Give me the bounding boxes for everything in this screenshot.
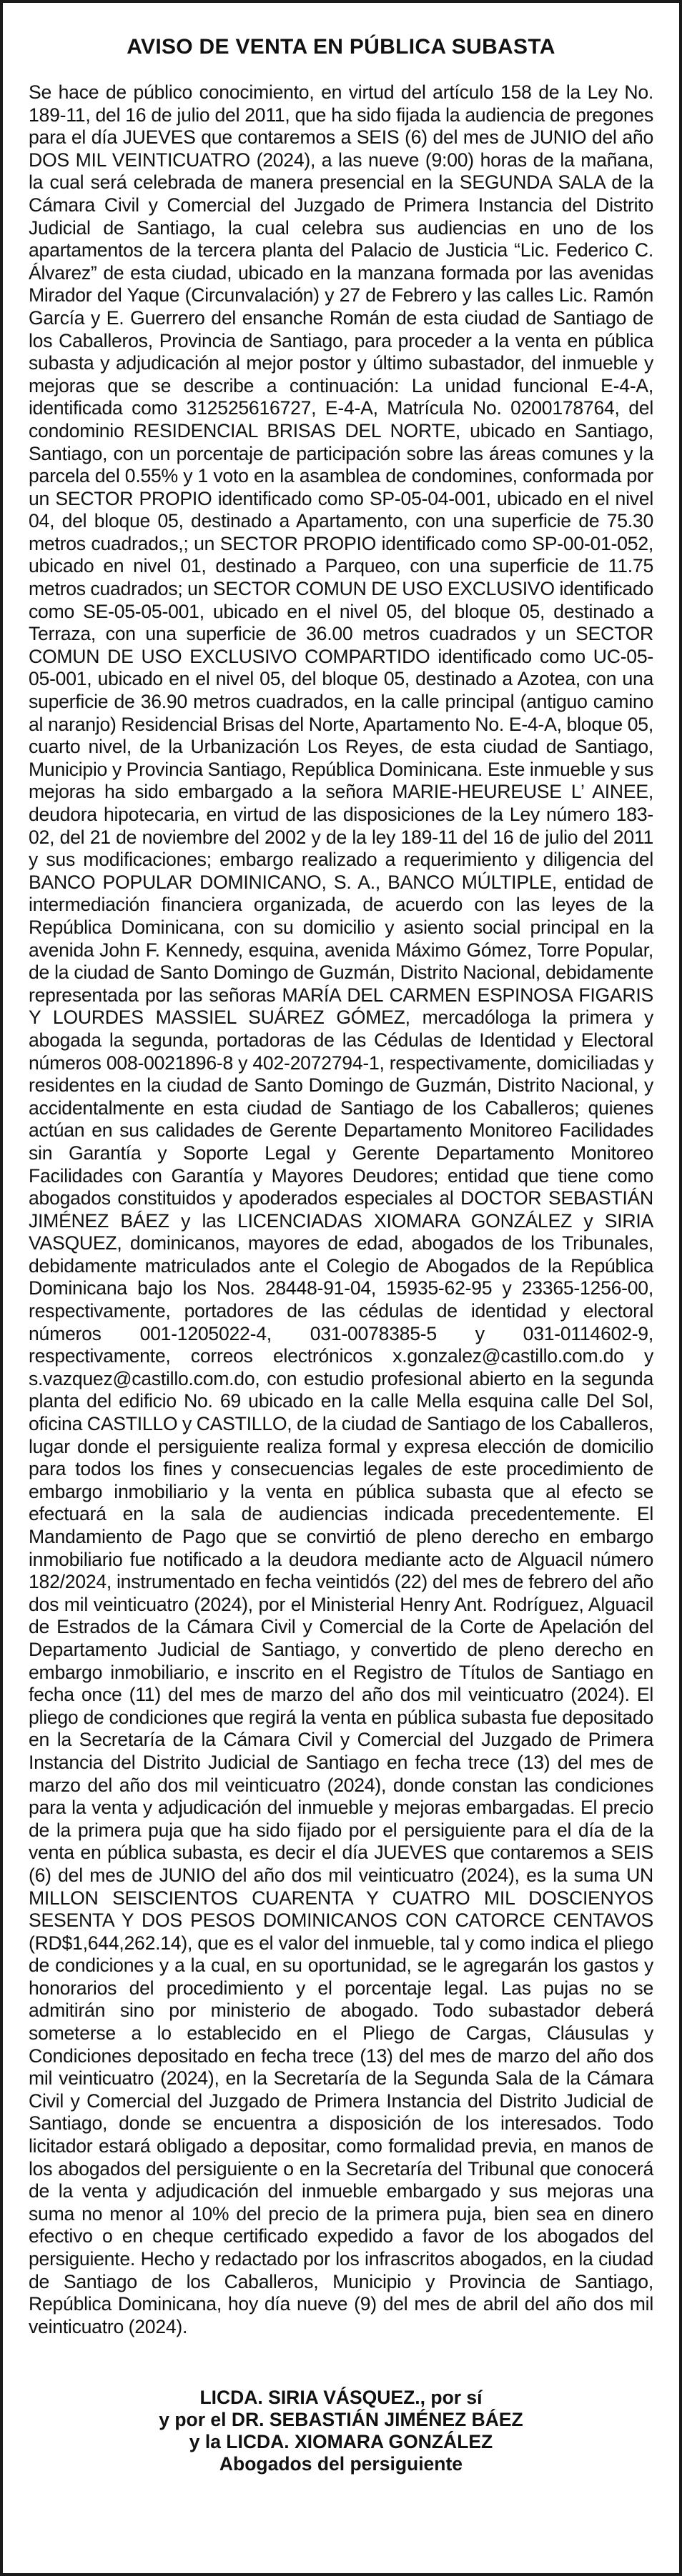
signature-block [3, 2387, 679, 2475]
signature-line-1: LICDA. SIRIA VÁSQUEZ., por sí [199, 2387, 483, 2409]
signature-line-3: y la LICDA. XIOMARA GONZÁLEZ [189, 2431, 493, 2453]
signature-line-4: Abogados del persiguiente [219, 2453, 463, 2475]
notice-body: Se hace de público conocimiento, en virtud del artículo 158 de la Ley No. 189-11, del 16 de julio del 2011, que ha sido fijada la audiencia de pregones para el día JUEVES que contaremos a SEIS (6) del mes de JUNIO del año DOS MIL VEINTICUATRO (2024), a las nueve (9:00) horas de la mañana, la cual será celebrada de manera presencial en la SEGUNDA SALA de la Cámara Civil y Comercial del Juzgado de Primera Instancia del Distrito Judicial de Santiago, la cual celebra sus audiencias en uno de los apartamentos de la tercera planta del Palacio de Justicia “Lic. Federico C. Álvarez” de esta ciudad, ubicado en la manzana formada por las avenidas Mirador del Yaque (Circunvalación) y 27 de Febrero y las calles Lic. Ramón García y E. Guerrero del ensanche Román de esta ciudad de Santiago de los Caballeros, Provincia de Santiago, para proceder a la venta en pública subasta y adjudicación al mejor postor y último subastador, del inmueble y mejoras que se describe a continuación: La unidad funcional E-4-A, identificada como 312525616727, E-4-A, Matrícula No. 0200178764, del condominio RESIDENCIAL BRISAS DEL NORTE, ubicado en Santiago, Santiago, con un porcentaje de participación sobre las áreas comunes y la parcela del 0.55% y 1 voto en la asamblea de condomines, conformada por un SECTOR PROPIO identificado como SP-05-04-001, ubicado en el nivel 04, del bloque 05, destinado a Apartamento, con una superficie de 75.30 metros cuadrados,; un SECTOR PROPIO identificado como SP-00-01-052, ubicado en nivel 01, destinado a Parqueo, con una superficie de 11.75 metros cuadrados; un SECTOR COMUN DE USO EXCLUSIVO identificado como SE-05-05-001, ubicado en el nivel 05, del bloque 05, destinado a Terraza, con una superficie de 36.00 metros cuadrados y un SECTOR COMUN DE USO EXCLUSIVO COMPARTIDO identificado como UC-05-05-001, ubicado en el nivel 05, del bloque 05, destinado a Azotea, con una superficie de 36.90 metros cuadrados, en la calle principal (antiguo camino al naranjo) Residencial Brisas del Norte, Apartamento No. E-4-A, bloque 05, cuarto nivel, de la Urbanización Los Reyes, de esta ciudad de Santiago, Municipio y Provincia Santiago, República Dominicana. Este inmueble y sus mejoras ha sido embargado a la señora MARIE-HEUREUSE L’ AINEE, deudora hipotecaria, en virtud de las disposiciones de la Ley número 183-02, del 21 de noviembre del 2002 y de la ley 189-11 del 16 de julio del 2011 y sus modificaciones; embargo realizado a requerimiento y diligencia del BANCO POPULAR DOMINICANO, S. A., BANCO MÚLTIPLE, entidad de intermediación financiera organizada, de acuerdo con las leyes de la República Dominicana, con su domicilio y asiento social principal en la avenida John F. Kennedy, esquina, avenida Máximo Gómez, Torre Popular, de la ciudad de Santo Domingo de Guzmán, Distrito Nacional, debidamente representada por las señoras MARÍA DEL CARMEN ESPINOSA FIGARIS Y LOURDES MASSIEL SUÁREZ GÓMEZ, mercadóloga la primera y abogada la segunda, portadoras de las Cédulas de Identidad y Electoral números 008-0021896-8 y 402-2072794-1, respectivamente, domiciliadas y residentes en la ciudad de Santo Domingo de Guzmán, Distrito Nacional, y accidentalmente en esta ciudad de Santiago de los Caballeros; quienes actúan en sus calidades de Gerente Departamento Monitoreo Facilidades sin Garantía y Soporte Legal y Gerente Departamento Monitoreo Facilidades con Garantía y Mayores Deudores; entidad que tiene como abogados constituidos y apoderados especiales al DOCTOR SEBASTIÁN JIMÉNEZ BÁEZ y las LICENCIADAS XIOMARA GONZÁLEZ y SIRIA VASQUEZ, dominicanos, mayores de edad, abogados de los Tribunales, debidamente matriculados ante el Colegio de Abogados de la República Dominicana bajo los Nos. 28448-91-04, 15935-62-95 y 23365-1256-00, respectivamente, portadores de las cédulas de identidad y electoral números 001-1205022-4, 031-0078385-5 y 031-0114602-9, respectivamente, correos electrónicos x.gonzalez@castillo.com.do y s.vazquez@castillo.com.do, con estudio profesional abierto en la segunda planta del edificio No. 69 ubicado en la calle Mella esquina calle Del Sol, oficina CASTILLO y CASTILLO, de la ciudad de Santiago de los Caballeros, lugar donde el persiguiente realiza formal y expresa elección de domicilio para todos los fines y consecuencias legales de este procedimiento de embargo inmobiliario y la venta en pública subasta que al efecto se efectuará en la sala de audiencias indicada precedentemente. El Mandamiento de Pago que se convirtió de pleno derecho en embargo inmobiliario fue notificado a la deudora mediante acto de Alguacil número 182/2024, instrumentado en fecha veintidós (22) del mes de febrero del año dos mil veinticuatro (2024), por el Ministerial Henry Ant. Rodríguez, Alguacil de Estrados de la Cámara Civil y Comercial de la Corte de Apelación del Departamento Judicial de Santiago, y convertido de pleno derecho en embargo inmobiliario, e inscrito en el Registro de Títulos de Santiago en fecha once (11) del mes de marzo del año dos mil veinticuatro (2024). El pliego de condiciones que regirá la venta en pública subasta fue depositado en la Secretaría de la Cámara Civil y Comercial del Juzgado de Primera Instancia del Distrito Judicial de Santiago en fecha trece (13) del mes de marzo del año dos mil veinticuatro (2024), donde constan las condiciones para la venta y adjudicación del inmueble y mejoras embargadas. El precio de la primera puja que ha sido fijado por el persiguiente para el día de la venta en pública subasta, es decir el día JUEVES que contaremos a SEIS (6) del mes de JUNIO del año dos mil veinticuatro (2024), es la suma UN MILLON SEISCIENTOS CUARENTA Y CUATRO MIL DOSCIENYOS SESENTA Y DOS PESOS DOMINICANOS CON CATORCE CENTAVOS (RD$1,644,262.14), que es el valor del inmueble, tal y como indica el pliego de condiciones y a la cual, en su oportunidad, se le agregarán los gastos y honorarios del procedimiento y el porcentaje legal. Las pujas no se admitirán sino por ministerio de abogado. Todo subastador deberá someterse a lo establecido en el Pliego de Cargas, Cláusulas y Condiciones depositado en fecha trece (13) del mes de marzo del año dos mil veinticuatro (2024), en la Secretaría de la Segunda Sala de la Cámara Civil y Comercial del Juzgado de Primera Instancia del Distrito Judicial de Santiago, donde se encuentra a disposición de los interesados. Todo licitador estará obligado a depositar, como formalidad previa, en manos de los abogados del persiguiente o en la Secretaría del Tribunal que conocerá de la venta y adjudicación del inmueble embargado y sus mejoras una suma no menor al 10% del precio de la primera puja, bien sea en dinero efectivo o en cheque certificado expedido a favor de los abogados del persiguiente. Hecho y redactado por los infrascritos abogados, en la ciudad de Santiago de los Caballeros, Municipio y Provincia de Santiago, República Dominicana, hoy día nueve (9) del mes de abril del año dos mil veinticuatro (2024). [29, 81, 653, 2337]
signature-line-2: y por el DR. SEBASTIÁN JIMÉNEZ BÁEZ [159, 2409, 523, 2431]
notice-title: AVISO DE VENTA EN PÚBLICA SUBASTA [127, 35, 555, 59]
